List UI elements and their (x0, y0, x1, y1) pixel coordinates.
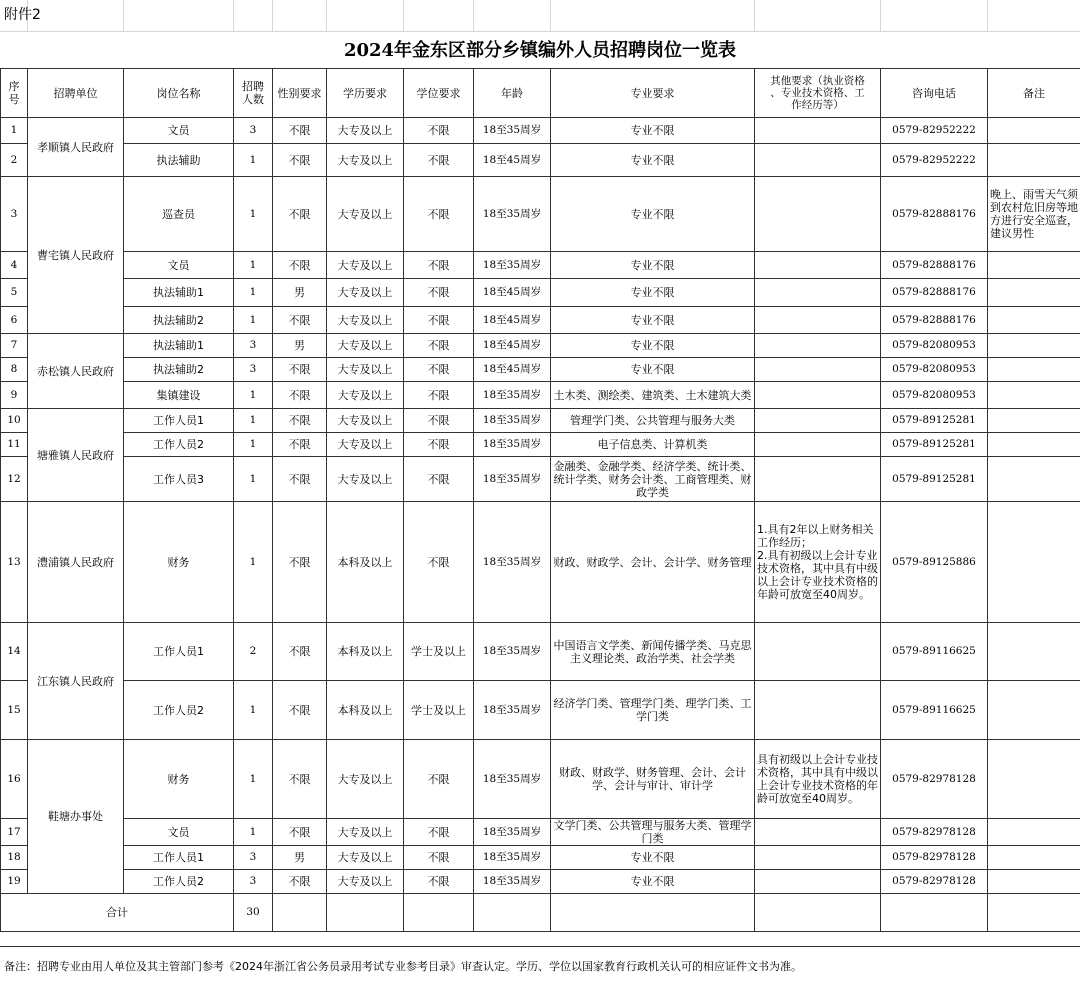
degree-cell: 不限 (404, 846, 474, 870)
header-unit: 招聘单位 (28, 69, 124, 118)
count-cell: 1 (234, 382, 273, 409)
phone-cell: 0579-89125281 (881, 409, 988, 433)
seq-cell: 10 (1, 409, 28, 433)
phone-cell: 0579-89116625 (881, 681, 988, 740)
table-row (1, 307, 1080, 334)
count-cell: 3 (234, 334, 273, 358)
phone-cell: 0579-82080953 (881, 382, 988, 409)
title-area-divider (0, 31, 1080, 32)
table-row (1, 846, 1080, 870)
position-cell: 工作人员2 (124, 681, 234, 740)
other-cell (755, 409, 881, 433)
count-cell: 1 (234, 177, 273, 252)
remark-cell (988, 681, 1080, 740)
education-cell: 大专及以上 (327, 144, 404, 177)
other-cell (755, 358, 881, 382)
recruitment-table (0, 68, 1080, 932)
major-cell: 专业不限 (551, 118, 755, 144)
education-cell: 大专及以上 (327, 307, 404, 334)
major-cell: 金融类、金融学类、经济学类、统计类、统计学类、财务会计类、工商管理类、财政学类 (551, 457, 755, 502)
degree-cell: 不限 (404, 334, 474, 358)
phone-cell: 0579-82952222 (881, 118, 988, 144)
gender-cell: 不限 (273, 382, 327, 409)
degree-cell: 不限 (404, 252, 474, 279)
gender-cell: 不限 (273, 144, 327, 177)
education-cell: 大专及以上 (327, 177, 404, 252)
other-cell (755, 252, 881, 279)
position-cell: 集镇建设 (124, 382, 234, 409)
major-cell: 专业不限 (551, 279, 755, 307)
phone-cell: 0579-82978128 (881, 819, 988, 846)
seq-cell: 6 (1, 307, 28, 334)
other-cell (755, 681, 881, 740)
position-cell: 工作人员2 (124, 870, 234, 894)
header-degree: 学位要求 (404, 69, 474, 118)
position-cell: 工作人员1 (124, 623, 234, 681)
count-cell: 1 (234, 740, 273, 819)
header-phone: 咨询电话 (881, 69, 988, 118)
seq-cell: 11 (1, 433, 28, 457)
degree-cell: 不限 (404, 144, 474, 177)
other-cell (755, 382, 881, 409)
seq-cell: 12 (1, 457, 28, 502)
count-cell: 1 (234, 252, 273, 279)
count-cell: 1 (234, 409, 273, 433)
age-cell: 18至35周岁 (474, 681, 551, 740)
gender-cell: 不限 (273, 870, 327, 894)
major-cell: 专业不限 (551, 846, 755, 870)
education-cell: 大专及以上 (327, 740, 404, 819)
education-cell: 大专及以上 (327, 118, 404, 144)
major-cell: 管理学门类、公共管理与服务大类 (551, 409, 755, 433)
age-cell: 18至45周岁 (474, 358, 551, 382)
education-cell: 本科及以上 (327, 502, 404, 623)
unit-cell: 江东镇人民政府 (28, 623, 124, 740)
age-cell: 18至45周岁 (474, 279, 551, 307)
total-count: 30 (234, 894, 273, 932)
phone-cell: 0579-82888176 (881, 252, 988, 279)
remark-cell: 晚上、雨雪天气须到农村危旧房等地方进行安全巡查，建议男性 (988, 177, 1080, 252)
phone-cell: 0579-89125281 (881, 433, 988, 457)
header-position: 岗位名称 (124, 69, 234, 118)
gender-cell: 不限 (273, 118, 327, 144)
degree-cell: 不限 (404, 279, 474, 307)
age-cell: 18至35周岁 (474, 457, 551, 502)
major-cell: 土木类、测绘类、建筑类、土木建筑大类 (551, 382, 755, 409)
remark-cell (988, 846, 1080, 870)
position-cell: 执法辅助2 (124, 307, 234, 334)
age-cell: 18至35周岁 (474, 819, 551, 846)
position-cell: 财务 (124, 502, 234, 623)
major-cell: 中国语言文学类、新闻传播学类、马克思主义理论类、政治学类、社会学类 (551, 623, 755, 681)
count-cell: 1 (234, 681, 273, 740)
unit-cell: 塘雅镇人民政府 (28, 409, 124, 502)
header-row (1, 69, 1080, 118)
phone-cell: 0579-82888176 (881, 307, 988, 334)
degree-cell: 不限 (404, 740, 474, 819)
count-cell: 1 (234, 502, 273, 623)
count-cell: 3 (234, 870, 273, 894)
seq-cell: 8 (1, 358, 28, 382)
remark-cell (988, 334, 1080, 358)
unit-cell: 曹宅镇人民政府 (28, 177, 124, 334)
table-row (1, 252, 1080, 279)
gender-cell: 不限 (273, 457, 327, 502)
degree-cell: 不限 (404, 457, 474, 502)
degree-cell: 学士及以上 (404, 681, 474, 740)
degree-cell: 不限 (404, 358, 474, 382)
header-gender: 性别要求 (273, 69, 327, 118)
degree-cell: 不限 (404, 870, 474, 894)
unit-cell: 鞋塘办事处 (28, 740, 124, 894)
count-cell: 3 (234, 358, 273, 382)
other-cell (755, 279, 881, 307)
position-cell: 执法辅助1 (124, 279, 234, 307)
remark-cell (988, 144, 1080, 177)
header-seq: 序 号 (1, 69, 28, 118)
seq-cell: 18 (1, 846, 28, 870)
major-cell: 专业不限 (551, 177, 755, 252)
position-cell: 文员 (124, 118, 234, 144)
other-cell (755, 177, 881, 252)
seq-cell: 9 (1, 382, 28, 409)
header-remark: 备注 (988, 69, 1080, 118)
other-cell: 具有初级以上会计专业技术资格，其中具有中级以上会计专业技术资格的年龄可放宽至40周岁。 (755, 740, 881, 819)
degree-cell: 不限 (404, 819, 474, 846)
remark-cell (988, 252, 1080, 279)
gender-cell: 男 (273, 334, 327, 358)
age-cell: 18至35周岁 (474, 740, 551, 819)
count-cell: 1 (234, 457, 273, 502)
education-cell: 本科及以上 (327, 623, 404, 681)
table-row (1, 118, 1080, 144)
gender-cell: 不限 (273, 623, 327, 681)
gender-cell: 不限 (273, 740, 327, 819)
position-cell: 文员 (124, 252, 234, 279)
header-other: 其他要求（执业资格 、专业技术资格、工 作经历等） (755, 69, 881, 118)
header-count: 招聘 人数 (234, 69, 273, 118)
gender-cell: 不限 (273, 358, 327, 382)
age-cell: 18至35周岁 (474, 382, 551, 409)
major-cell: 专业不限 (551, 358, 755, 382)
age-cell: 18至35周岁 (474, 177, 551, 252)
education-cell: 大专及以上 (327, 457, 404, 502)
count-cell: 1 (234, 819, 273, 846)
position-cell: 工作人员1 (124, 846, 234, 870)
phone-cell: 0579-82080953 (881, 334, 988, 358)
table-bottom-border (0, 946, 1080, 947)
seq-cell: 19 (1, 870, 28, 894)
age-cell: 18至35周岁 (474, 252, 551, 279)
table-row (1, 409, 1080, 433)
other-cell: 1.具有2年以上财务相关工作经历； 2.具有初级以上会计专业技术资格，其中具有中级以上会计专业技术资格的年龄可放宽至40周岁。 (755, 502, 881, 623)
major-cell: 专业不限 (551, 870, 755, 894)
major-cell: 专业不限 (551, 252, 755, 279)
education-cell: 大专及以上 (327, 846, 404, 870)
table-row (1, 382, 1080, 409)
gender-cell: 不限 (273, 307, 327, 334)
count-cell: 1 (234, 307, 273, 334)
remark-cell (988, 870, 1080, 894)
other-cell (755, 846, 881, 870)
gender-cell: 男 (273, 279, 327, 307)
header-major: 专业要求 (551, 69, 755, 118)
age-cell: 18至35周岁 (474, 118, 551, 144)
remark-cell (988, 409, 1080, 433)
phone-cell: 0579-82952222 (881, 144, 988, 177)
remark-cell (988, 740, 1080, 819)
phone-cell: 0579-82978128 (881, 870, 988, 894)
count-cell: 3 (234, 118, 273, 144)
education-cell: 大专及以上 (327, 334, 404, 358)
other-cell (755, 307, 881, 334)
degree-cell: 不限 (404, 307, 474, 334)
gender-cell: 不限 (273, 177, 327, 252)
seq-cell: 2 (1, 144, 28, 177)
table-row (1, 433, 1080, 457)
count-cell: 1 (234, 144, 273, 177)
education-cell: 大专及以上 (327, 433, 404, 457)
degree-cell: 不限 (404, 177, 474, 252)
other-cell (755, 819, 881, 846)
table-row (1, 279, 1080, 307)
table-body (1, 118, 1080, 894)
count-cell: 1 (234, 279, 273, 307)
unit-cell: 赤松镇人民政府 (28, 334, 124, 409)
position-cell: 工作人员1 (124, 409, 234, 433)
age-cell: 18至35周岁 (474, 623, 551, 681)
education-cell: 大专及以上 (327, 870, 404, 894)
education-cell: 大专及以上 (327, 279, 404, 307)
position-cell: 工作人员2 (124, 433, 234, 457)
other-cell (755, 457, 881, 502)
seq-cell: 13 (1, 502, 28, 623)
total-row (1, 894, 1080, 932)
remark-cell (988, 433, 1080, 457)
header-education: 学历要求 (327, 69, 404, 118)
gender-cell: 不限 (273, 433, 327, 457)
seq-cell: 15 (1, 681, 28, 740)
major-cell: 电子信息类、计算机类 (551, 433, 755, 457)
remark-cell (988, 307, 1080, 334)
degree-cell: 学士及以上 (404, 623, 474, 681)
degree-cell: 不限 (404, 433, 474, 457)
phone-cell: 0579-82888176 (881, 177, 988, 252)
phone-cell: 0579-82978128 (881, 740, 988, 819)
unit-cell: 孝顺镇人民政府 (28, 118, 124, 177)
remark-cell (988, 457, 1080, 502)
age-cell: 18至45周岁 (474, 334, 551, 358)
remark-cell (988, 358, 1080, 382)
major-cell: 财政、财政学、财务管理、会计、会计学、会计与审计、审计学 (551, 740, 755, 819)
unit-cell: 澧浦镇人民政府 (28, 502, 124, 623)
table-row (1, 457, 1080, 502)
degree-cell: 不限 (404, 382, 474, 409)
major-cell: 文学门类、公共管理与服务大类、管理学门类 (551, 819, 755, 846)
table-row (1, 681, 1080, 740)
position-cell: 财务 (124, 740, 234, 819)
gender-cell: 不限 (273, 409, 327, 433)
gender-cell: 不限 (273, 819, 327, 846)
header-age: 年龄 (474, 69, 551, 118)
seq-cell: 5 (1, 279, 28, 307)
count-cell: 2 (234, 623, 273, 681)
remark-cell (988, 623, 1080, 681)
degree-cell: 不限 (404, 409, 474, 433)
table-row (1, 819, 1080, 846)
seq-cell: 14 (1, 623, 28, 681)
major-cell: 专业不限 (551, 307, 755, 334)
other-cell (755, 144, 881, 177)
position-cell: 执法辅助 (124, 144, 234, 177)
major-cell: 财政、财政学、会计、会计学、财务管理 (551, 502, 755, 623)
gender-cell: 不限 (273, 681, 327, 740)
attachment-label: 附件2 (4, 7, 41, 23)
other-cell (755, 870, 881, 894)
age-cell: 18至35周岁 (474, 870, 551, 894)
position-cell: 文员 (124, 819, 234, 846)
education-cell: 大专及以上 (327, 252, 404, 279)
age-cell: 18至35周岁 (474, 433, 551, 457)
seq-cell: 7 (1, 334, 28, 358)
page-title: 2024年金东区部分乡镇编外人员招聘岗位一览表 (343, 40, 737, 61)
phone-cell: 0579-82080953 (881, 358, 988, 382)
other-cell (755, 118, 881, 144)
table-row (1, 870, 1080, 894)
phone-cell: 0579-82888176 (881, 279, 988, 307)
remark-cell (988, 502, 1080, 623)
major-cell: 经济学门类、管理学门类、理学门类、工学门类 (551, 681, 755, 740)
age-cell: 18至45周岁 (474, 307, 551, 334)
table-row (1, 358, 1080, 382)
other-cell (755, 623, 881, 681)
phone-cell: 0579-89125281 (881, 457, 988, 502)
phone-cell: 0579-89125886 (881, 502, 988, 623)
table-row (1, 502, 1080, 623)
seq-cell: 4 (1, 252, 28, 279)
count-cell: 3 (234, 846, 273, 870)
other-cell (755, 334, 881, 358)
remark-cell (988, 382, 1080, 409)
seq-cell: 1 (1, 118, 28, 144)
table-row (1, 144, 1080, 177)
gender-cell: 不限 (273, 252, 327, 279)
total-label: 合计 (1, 894, 234, 932)
education-cell: 大专及以上 (327, 382, 404, 409)
position-cell: 执法辅助1 (124, 334, 234, 358)
position-cell: 执法辅助2 (124, 358, 234, 382)
education-cell: 大专及以上 (327, 819, 404, 846)
footnote: 备注：招聘专业由用人单位及其主管部门参考《2024年浙江省公务员录用考试专业参考目录》审查认定。学历、学位以国家教育行政机关认可的相应证件文书为准。 (4, 960, 802, 973)
table-row (1, 334, 1080, 358)
major-cell: 专业不限 (551, 334, 755, 358)
seq-cell: 3 (1, 177, 28, 252)
remark-cell (988, 118, 1080, 144)
table-row (1, 623, 1080, 681)
seq-cell: 17 (1, 819, 28, 846)
table-row (1, 740, 1080, 819)
count-cell: 1 (234, 433, 273, 457)
phone-cell: 0579-89116625 (881, 623, 988, 681)
age-cell: 18至35周岁 (474, 409, 551, 433)
remark-cell (988, 819, 1080, 846)
education-cell: 大专及以上 (327, 358, 404, 382)
age-cell: 18至35周岁 (474, 846, 551, 870)
remark-cell (988, 279, 1080, 307)
degree-cell: 不限 (404, 118, 474, 144)
table-row (1, 177, 1080, 252)
other-cell (755, 433, 881, 457)
gender-cell: 男 (273, 846, 327, 870)
seq-cell: 16 (1, 740, 28, 819)
gender-cell: 不限 (273, 502, 327, 623)
age-cell: 18至35周岁 (474, 502, 551, 623)
degree-cell: 不限 (404, 502, 474, 623)
position-cell: 工作人员3 (124, 457, 234, 502)
major-cell: 专业不限 (551, 144, 755, 177)
education-cell: 本科及以上 (327, 681, 404, 740)
phone-cell: 0579-82978128 (881, 846, 988, 870)
age-cell: 18至45周岁 (474, 144, 551, 177)
position-cell: 巡查员 (124, 177, 234, 252)
education-cell: 大专及以上 (327, 409, 404, 433)
